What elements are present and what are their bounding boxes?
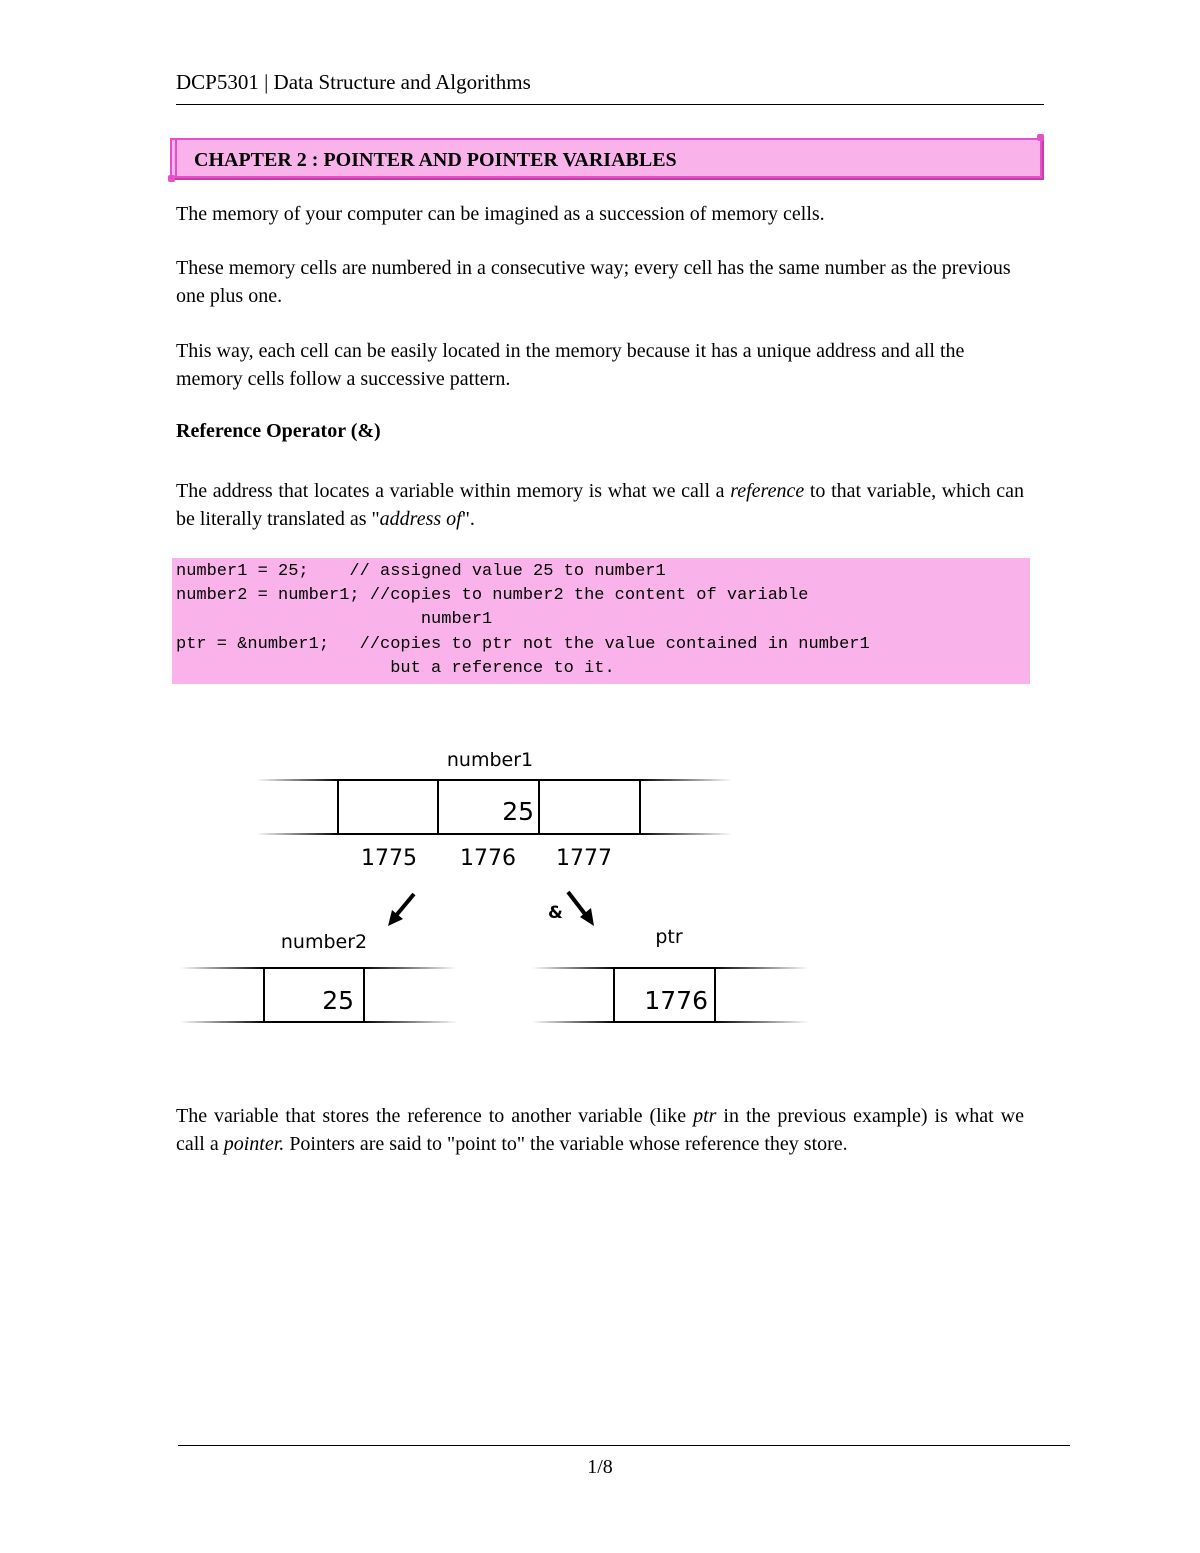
code-line: ptr = &number1; //copies to ptr not the value contained in number1 <box>176 635 870 654</box>
pointer-term: pointer. <box>223 1133 285 1155</box>
pointer-text-after: Pointers are said to "point to" the variable whose reference they store. <box>284 1133 848 1155</box>
arrow-down-left-icon <box>388 894 414 926</box>
ptr-term: ptr <box>693 1105 717 1127</box>
address-label: 1776 <box>460 846 516 871</box>
address-of-term: address of <box>379 508 462 530</box>
number2-label: number2 <box>280 931 368 953</box>
reference-term: reference <box>730 480 805 502</box>
reference-text-after: ". <box>461 508 475 530</box>
number1-memory-strip <box>256 779 732 835</box>
pointer-text-middle: in the previous example) is what we call a <box>176 1105 1024 1155</box>
paragraph-memory-cells: The memory of your computer can be imagined as a succession of memory cells. <box>176 203 825 225</box>
number2-value: 25 <box>322 986 354 1015</box>
ptr-value: 1776 <box>644 986 708 1015</box>
code-line: number1 = 25; // assigned value 25 to number1 <box>176 562 666 581</box>
reference-text-before: The address that locates a variable within memory is what we call a <box>176 480 731 502</box>
footer-rule <box>178 1445 1070 1446</box>
ptr-label: ptr <box>655 926 683 948</box>
address-label: 1775 <box>361 846 417 871</box>
address-label: 1777 <box>556 846 612 871</box>
code-line: but a reference to it. <box>176 659 615 678</box>
code-line: number1 <box>176 610 493 629</box>
ampersand-label: & <box>548 903 563 923</box>
page-number: 1/8 <box>587 1456 613 1478</box>
chapter-title: CHAPTER 2 : POINTER AND POINTER VARIABLES <box>194 149 677 171</box>
paragraph-numbered-cells: These memory cells are numbered in a consecutive way; every cell has the same number as the previous one plus one. <box>176 257 1011 307</box>
arrow-down-right-icon <box>568 892 594 926</box>
number1-label: number1 <box>446 749 534 771</box>
code-line: number2 = number1; //copies to number2 the content of variable <box>176 586 809 605</box>
paragraph-pointer-definition <box>176 1102 1024 1158</box>
number1-value: 25 <box>502 797 534 826</box>
section-heading: Reference Operator (&) <box>176 420 381 442</box>
paragraph-unique-address: This way, each cell can be easily located in the memory because it has a unique address and all the memory cells follow a successive pattern. <box>176 340 965 390</box>
reference-text-middle: to that variable, which can be literally translated as " <box>176 480 1024 530</box>
number2-memory-strip <box>180 967 458 1023</box>
running-header: DCP5301 | Data Structure and Algorithms <box>176 70 531 94</box>
pointer-text-before: The variable that stores the reference to another variable (like <box>176 1105 694 1127</box>
